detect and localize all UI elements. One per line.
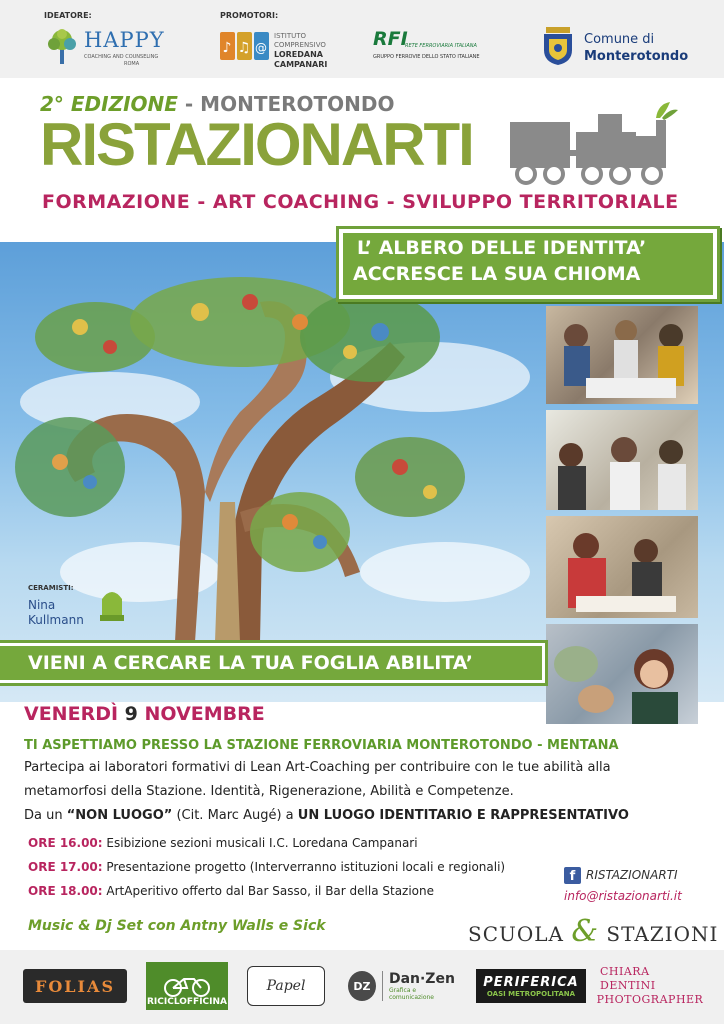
folias-logo: FOLIAS <box>23 969 127 1003</box>
paragraph-line2: metamorfosi della Stazione. Identità, Rigenerazione, Abilità e Competenze. <box>24 784 514 799</box>
periferica-name: PERIFERICA <box>483 974 579 990</box>
schedule-time: ORE 17.00: <box>28 860 103 874</box>
paragraph-line3-b: “NON LUOGO” <box>66 808 173 823</box>
riciclofficina-logo <box>146 962 228 1010</box>
event-date <box>24 703 265 725</box>
rfi-sub1: RETE FERROVIARIA ITALIANA <box>405 43 477 49</box>
paragraph-line3 <box>24 808 629 823</box>
periferica-logo <box>476 969 586 1003</box>
promotori-label: PROMOTORI: <box>220 11 279 20</box>
scuola-amp: & <box>571 914 600 949</box>
schedule-item <box>28 860 505 874</box>
scuola-stazioni-logo <box>468 914 718 949</box>
banner-mid-text: VIENI A CERCARE LA TUA FOGLIA ABILITA’ <box>28 652 473 674</box>
ceramisti-name1: Nina <box>28 598 56 612</box>
paragraph-line3-a: Da un <box>24 808 67 823</box>
bicycle-icon <box>162 975 212 997</box>
happy-name: HAPPY <box>84 28 165 52</box>
happy-sub2: ROMA <box>124 61 140 67</box>
title-part2: ARTI <box>340 111 473 178</box>
train-icon <box>510 100 680 190</box>
scuola-a: SCUOLA <box>468 922 572 946</box>
sponsor-riciclofficina <box>146 962 228 1010</box>
istituto-line4: CAMPANARI <box>274 60 328 69</box>
workshop-photo-1 <box>546 306 698 404</box>
ceramisti-label: CERAMISTI: <box>28 584 74 592</box>
svg-text:♫: ♫ <box>237 40 251 56</box>
workshop-photo-3 <box>546 516 698 618</box>
schedule-item <box>28 836 418 850</box>
periferica-sub: OASI METROPOLITANA <box>486 989 576 998</box>
sponsor-danzen <box>348 962 458 1010</box>
svg-text:♪: ♪ <box>222 40 232 56</box>
paragraph-line1: Partecipa ai laboratori formativi di Lean Art-Coaching per contribuire con le tue abilità alla <box>24 760 611 775</box>
ceramisti-name2: Kullmann <box>28 613 84 627</box>
scuola-b: STAZIONI <box>599 922 719 946</box>
banner-line1: L’ ALBERO DELLE IDENTITA’ <box>357 237 647 259</box>
riciclofficina-name: RICICLOFFICINA <box>147 997 227 1007</box>
comune-logo <box>540 24 690 70</box>
title-part1: RISTAZION <box>40 111 341 178</box>
ceramisti-name <box>28 598 84 628</box>
chiara-line1: CHIARA DENTINI <box>600 965 656 992</box>
ideatore-label: IDEATORE: <box>44 11 92 20</box>
istituto-line3: LOREDANA <box>274 50 323 59</box>
istituto-line1: ISTITUTO <box>274 32 307 40</box>
music-info: Music & Dj Set con Antny Walls e Sick <box>28 918 326 934</box>
paragraph-line3-d: UN LUOGO IDENTITARIO E RAPPRESENTATIVO <box>297 808 629 823</box>
istituto-text <box>274 32 327 70</box>
date-num: 9 <box>124 703 138 725</box>
schedule-time: ORE 18.00: <box>28 884 103 898</box>
date-day: VENERDÌ <box>24 703 119 725</box>
rfi-sub2: GRUPPO FERROVIE DELLO STATO ITALIANE <box>373 54 480 60</box>
find-your-leaf-banner <box>0 640 548 686</box>
banner-line2: ACCRESCE LA SUA CHIOMA <box>353 263 641 285</box>
identity-tree-banner <box>336 226 720 302</box>
danzen-name: Dan·Zen <box>388 971 455 987</box>
tree-icon <box>44 26 80 66</box>
schedule-desc: ArtAperitivo offerto dal Bar Sasso, il Bar della Stazione <box>106 884 435 898</box>
happy-sub: COACHING AND COUNSELING <box>84 54 159 60</box>
date-month: NOVEMBRE <box>144 703 265 725</box>
social-contacts <box>564 866 704 906</box>
danzen-mark: DZ <box>348 971 376 1001</box>
facebook-page-name[interactable]: RISTAZIONARTI <box>586 868 678 882</box>
leaf-cluster-left <box>15 302 155 517</box>
sponsor-papel <box>246 962 326 1010</box>
chiara-line2: PHOTOGRAPHER <box>596 993 704 1006</box>
rfi-mark: RFI <box>373 28 408 50</box>
istituto-logo <box>220 26 350 70</box>
sponsor-periferica <box>476 962 586 1010</box>
rfi-logo <box>373 28 513 68</box>
ceramist-logo-icon <box>96 585 128 623</box>
artist-portrait-photo <box>546 624 698 724</box>
schedule-desc: Presentazione progetto (Interverranno istituzioni locali e regionali) <box>106 860 506 874</box>
tree-sculpture-photo <box>0 242 540 642</box>
sponsor-chiara-dentini <box>596 962 704 1010</box>
event-location: TI ASPETTIAMO PRESSO LA STAZIONE FERROVIARIA MONTEROTONDO - MENTANA <box>24 738 619 753</box>
event-title <box>40 110 473 179</box>
event-subtitle: FORMAZIONE - ART COACHING - SVILUPPO TERRITORIALE <box>42 191 679 213</box>
danzen-sub: Grafica e comunicazione <box>388 987 434 1001</box>
mosaic-tree-illustration <box>0 242 540 642</box>
istituto-line2: COMPRENSIVO <box>274 41 326 49</box>
schedule-time: ORE 16.00: <box>28 836 103 850</box>
contact-email[interactable]: info@ristazionarti.it <box>564 889 682 903</box>
comune-line2: Monterotondo <box>584 49 689 64</box>
workshop-photo-2 <box>546 410 698 510</box>
danzen-text <box>382 971 458 1001</box>
crest-icon <box>540 26 576 66</box>
music-blocks-icon <box>220 30 270 62</box>
facebook-icon[interactable]: f <box>564 867 581 884</box>
svg-text:@: @ <box>255 41 267 55</box>
happy-logo <box>44 22 194 70</box>
papel-logo: Papel <box>247 966 325 1006</box>
paragraph-line3-c: (Cit. Marc Augé) a <box>172 808 298 823</box>
schedule-item <box>28 884 434 898</box>
sponsor-folias <box>22 962 128 1010</box>
edition-label: 2° EDIZIONE <box>40 92 178 116</box>
comune-line1: Comune di <box>584 32 655 47</box>
schedule-desc: Esibizione sezioni musicali I.C. Loredana Campanari <box>106 836 418 850</box>
edition-place: - MONTEROTONDO <box>184 92 395 116</box>
